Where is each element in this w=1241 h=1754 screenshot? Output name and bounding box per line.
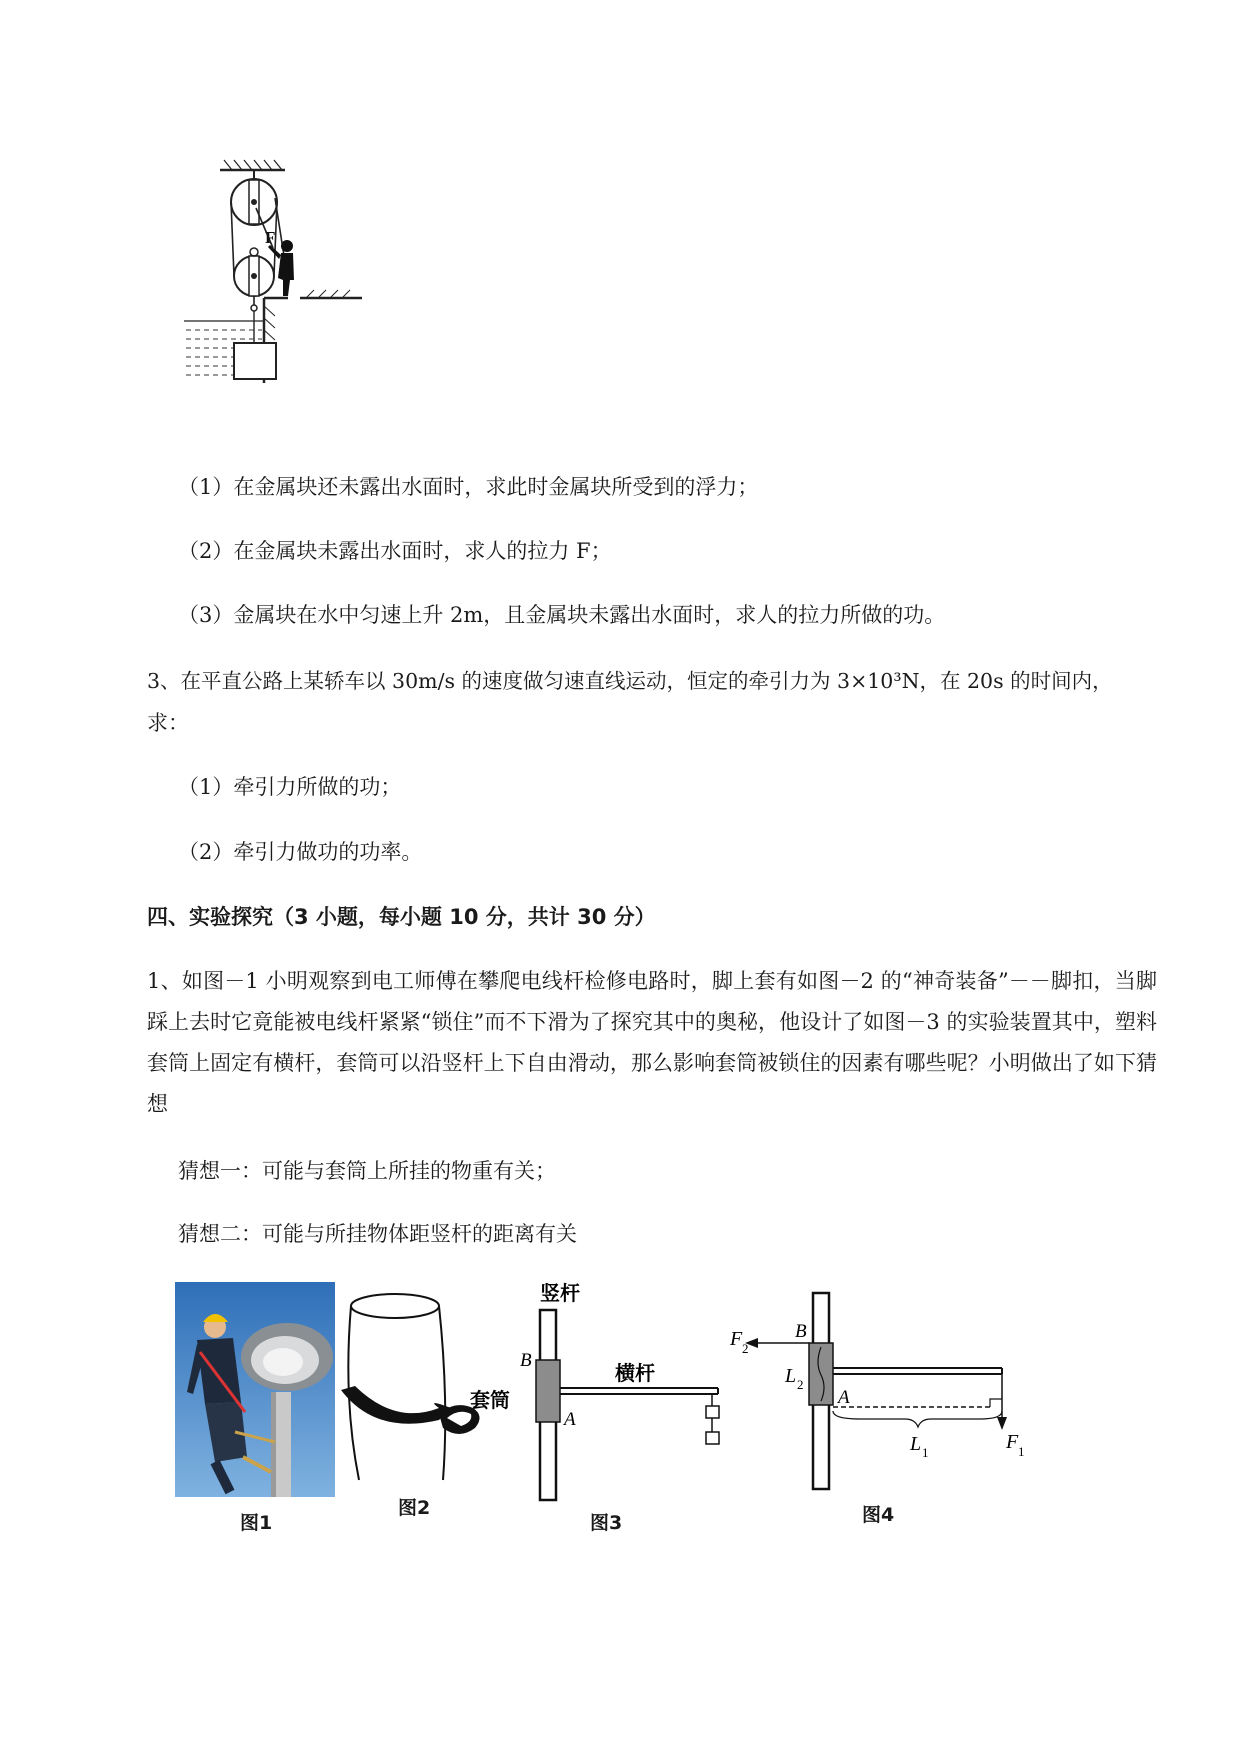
exp1-text: 1、如图－1 小明观察到电工师傅在攀爬电线杆检修电路时，脚上套有如图－2 的“神奇装备”－－脚扣，当脚踩上去时它竟能被电线杆紧紧“锁住”而不下滑为了探究其中的奥秘，他设计了如图－3 的实验装置其中，塑料套筒上固定有横杆，套筒可以沿竖杆上下自由滑动，那么影响套筒被锁住的因素有哪些呢？小明做出了如下猜想	[147, 969, 1157, 1116]
fig1-photo	[175, 1282, 335, 1497]
fig3-cross-bar-label: 横杆	[615, 1363, 655, 1385]
fig3-point-a: A	[564, 1409, 576, 1430]
force-label-f: F	[265, 228, 276, 247]
fig4-caption: 图4	[862, 1504, 895, 1526]
fig1-caption: 图1	[240, 1512, 273, 1534]
fig3-sleeve-label: 套筒	[470, 1390, 510, 1412]
fig4-point-b: B	[795, 1321, 807, 1342]
fig4-point-a: A	[838, 1387, 850, 1408]
fig4-l2-label: L	[785, 1365, 797, 1387]
q3-text-line2: 求：	[147, 711, 189, 735]
fig2-caption: 图2	[398, 1497, 431, 1519]
q2-sub1: （1）在金属块还未露出水面时，求此时金属块所受到的浮力；	[178, 475, 759, 499]
exp1-guess2: 猜想二：可能与所挂物体距竖杆的距离有关	[178, 1222, 577, 1246]
fig3-vertical-rod-label: 竖杆	[540, 1283, 580, 1305]
fig4-l2-sub: 2	[797, 1377, 804, 1392]
q2-sub3: （3）金属块在水中匀速上升 2m，且金属块未露出水面时，求人的拉力所做的功。	[178, 603, 946, 627]
q3-sub2: （2）牵引力做功的功率。	[178, 840, 423, 864]
q2-sub2: （2）在金属块未露出水面时，求人的拉力 F；	[178, 539, 612, 563]
section-heading: 四、实验探究（3 小题，每小题 10 分，共计 30 分）	[147, 905, 656, 929]
fig4-f2-sub: 2	[742, 1341, 749, 1356]
fig4-f1-label: F	[1006, 1431, 1019, 1453]
q3-sub1: （1）牵引力所做的功；	[178, 775, 402, 799]
fig4-f2-label: F	[730, 1328, 743, 1350]
q3-text-line1: 3、在平直公路上某轿车以 30m/s 的速度做匀速直线运动，恒定的牵引力为 3×10³N，在 20s 的时间内，	[147, 669, 1113, 693]
fig4-f1-sub: 1	[1018, 1444, 1025, 1459]
fig4-l1-sub: 1	[922, 1445, 929, 1460]
fig4-diagram	[720, 1285, 1040, 1500]
fig3-caption: 图3	[590, 1512, 623, 1534]
exp1-guess1: 猜想一：可能与套筒上所挂的物重有关；	[178, 1159, 556, 1183]
fig3-point-b: B	[520, 1350, 532, 1371]
fig4-l1-label: L	[910, 1433, 922, 1455]
pulley-figure	[180, 158, 420, 428]
fig3-diagram	[470, 1280, 740, 1505]
